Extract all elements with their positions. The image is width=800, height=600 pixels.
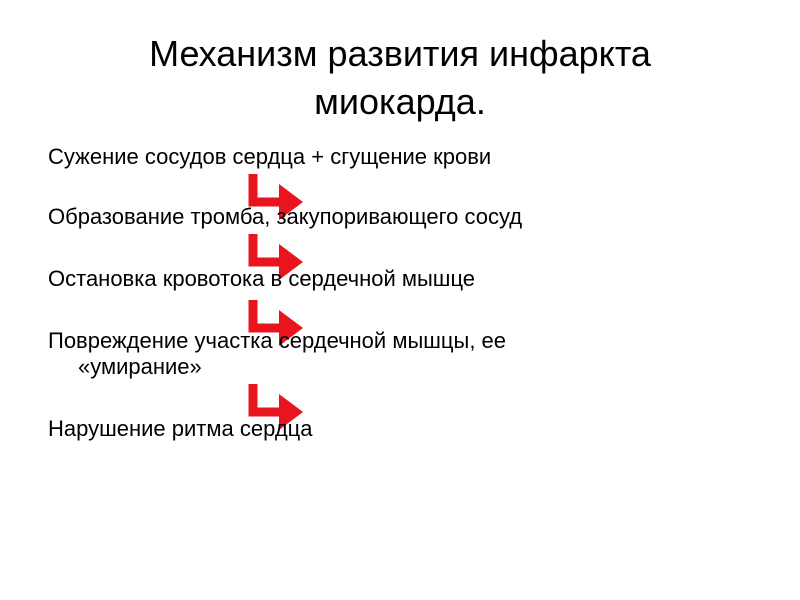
step-5-text: Нарушение ритма сердца bbox=[48, 416, 313, 441]
step-1-text: Сужение сосудов сердца + сгущение крови bbox=[48, 144, 492, 169]
step-3-text: Остановка кровотока в сердечной мышце bbox=[48, 266, 476, 291]
slide-title-line-1: Механизм развития инфаркта bbox=[149, 33, 651, 74]
step-4-text: Повреждение участка сердечной мышцы, ее bbox=[48, 328, 507, 353]
slide-title bbox=[0, 30, 800, 126]
step-4-continuation: «умирание» bbox=[78, 354, 202, 379]
step-2-text: Образование тромба, закупоривающего сосуд bbox=[48, 204, 523, 229]
slide-title-line-2: миокарда. bbox=[314, 81, 486, 122]
